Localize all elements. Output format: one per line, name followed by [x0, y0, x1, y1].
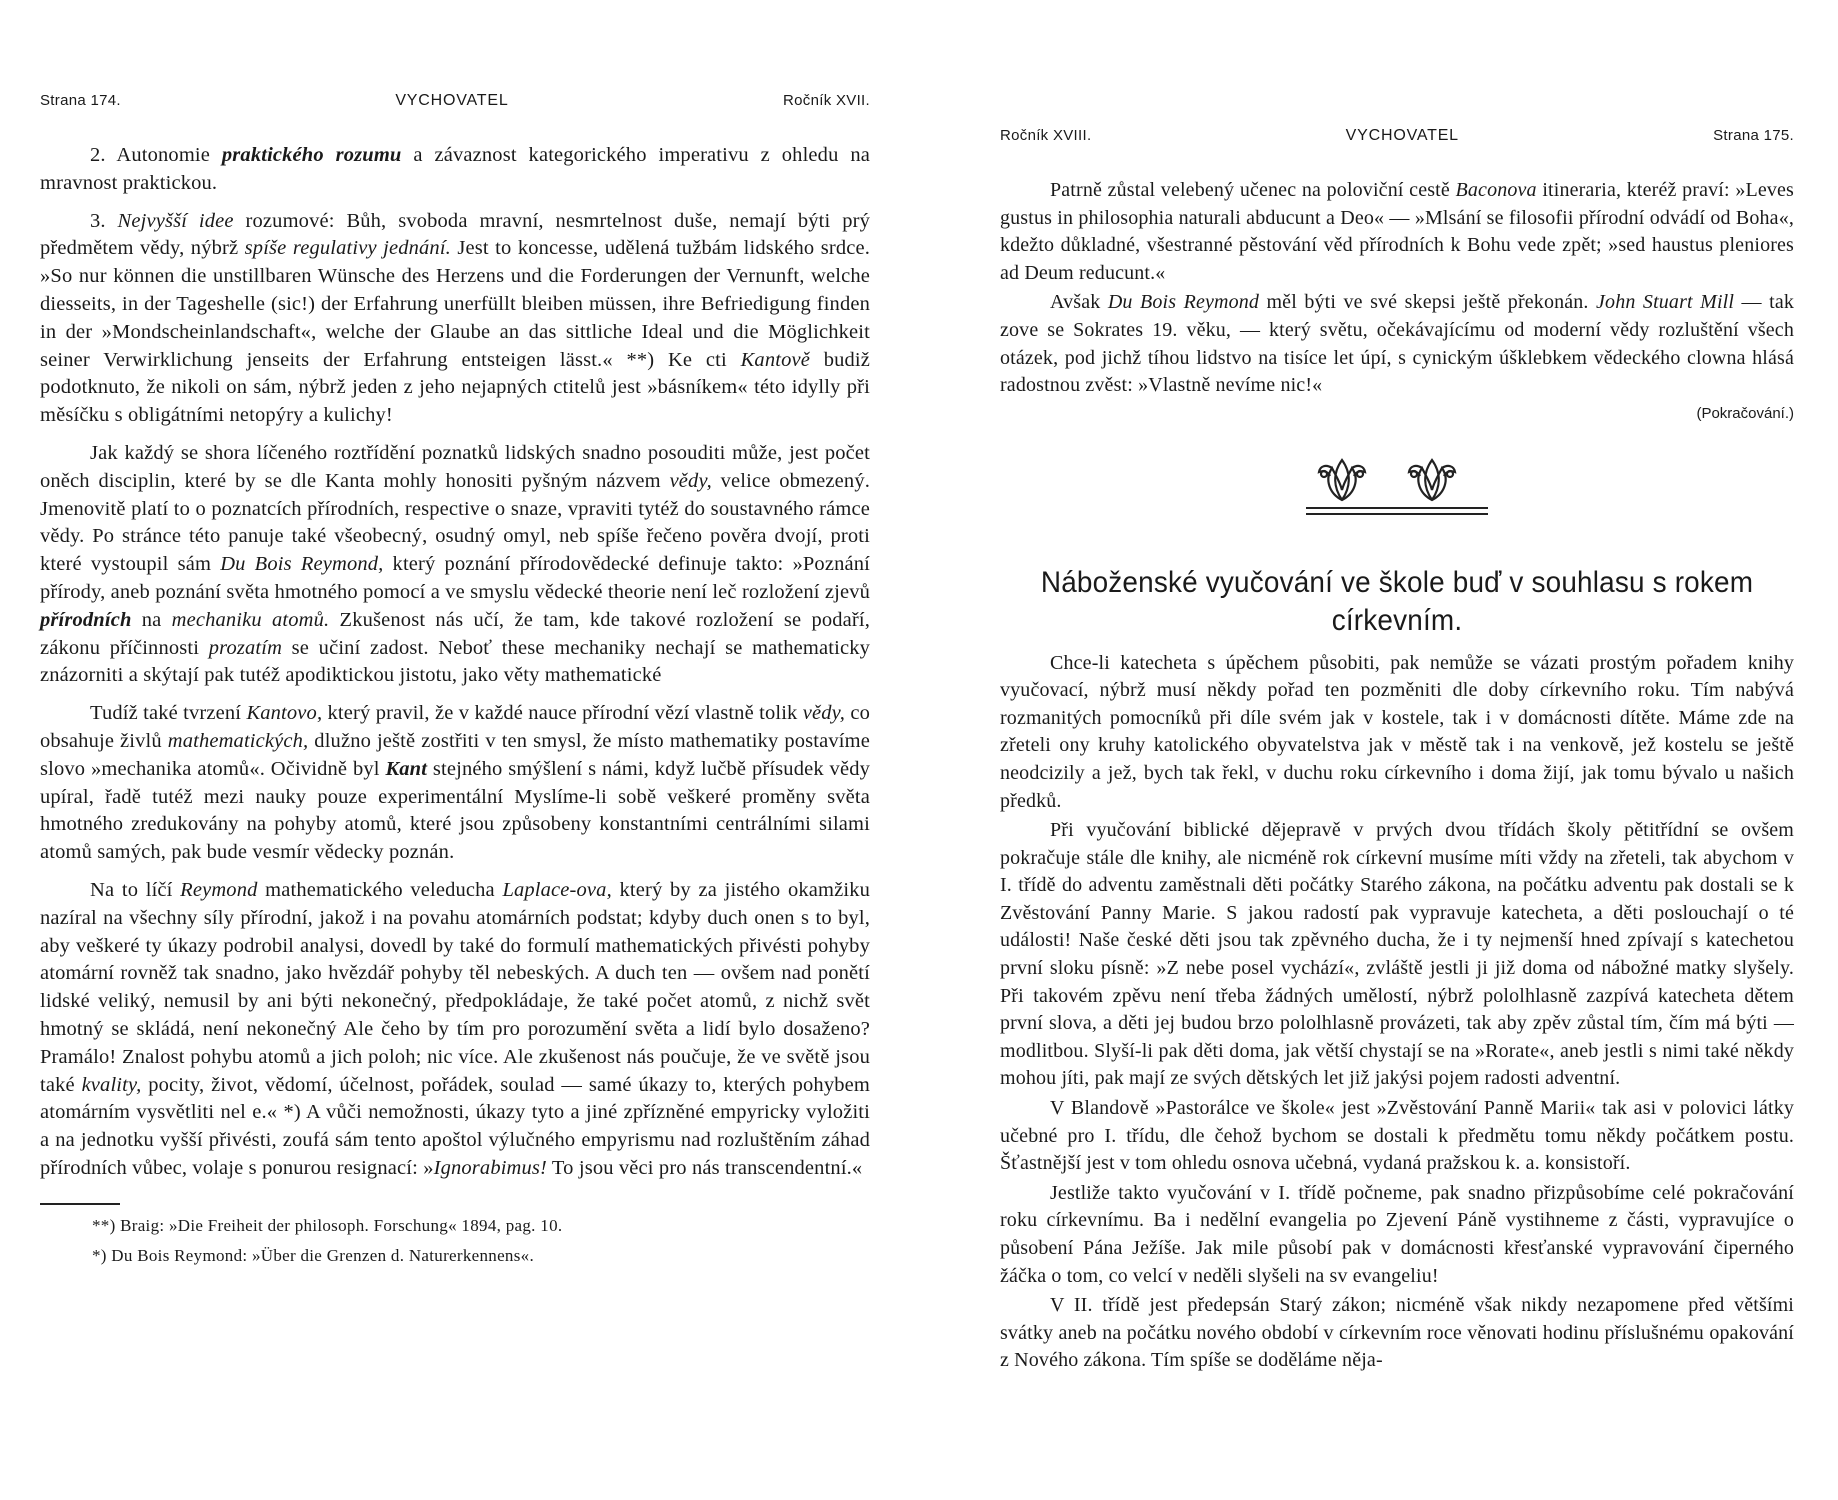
emphasized-text: mechaniku atomů.: [171, 608, 330, 631]
text-run: se učiní zadost. Neboť these mechaniky nechají se mathematicky znázorniti a skýtají pak tutéž apodiktickou jistotu, jako věty mathematické: [40, 636, 871, 687]
emphasized-text: Du Bois Reymond: [1107, 291, 1260, 314]
footnote-rule: [40, 1203, 120, 1205]
text-run: Jak každý se shora líčeného roztřídění poznatků lidských snadno posouditi může, jest počet oněch disciplin, které by se dle Kanta mohly honositi pyšným názvem: [40, 441, 870, 492]
journal-title: VYCHOVATEL: [395, 92, 509, 109]
text-run: budiž podotknuto, že nikoli on sám, nýbrž jeden z jeho nejapných ctitelů jest »básníkem« této idylly při měsíčku s obligátními netopýry a kulichy!: [40, 348, 870, 427]
text-run: Patrně zůstal velebený učenec na poloviční cestě: [1050, 179, 1456, 201]
text-run: rozumové: Bůh, svoboda mravní, nesmrtelnost duše, nemají býti prý předmětem vědy, nýbrž: [40, 209, 870, 260]
text-run: co obsahuje živlů: [40, 702, 870, 752]
right-text-column: [1000, 177, 1794, 1375]
paragraph: V II. třídě jest předepsán Starý zákon; nicméně však nikdy nezapomene před většími svátky aneb na počátku nového období v církevním roce věnovati hodinu příslušnému opakování z Nového zákona. Tím spíše se dodělámе něja-: [1000, 1294, 1794, 1372]
continuation-mark: (Pokračování.): [1696, 404, 1794, 422]
text-run: velice obmezený. Jmenovitě platí to o poznatcích přírodních, respective o snaze, vpraviti tytéž do soustavného rámce vědy. Po stránce této panuje také všeobecný, osudný omyl, neb spíše řečeno pověra dvojí, proti které vystoupil sám: [40, 469, 870, 576]
emphasized-text: Baconova: [1455, 179, 1537, 201]
text-run: na: [131, 608, 172, 631]
emphasized-text: Kantovo,: [246, 702, 323, 725]
emphasized-text: Nejvyšší idee: [117, 209, 234, 232]
text-run: pocity, život, vědomí, účelnost, pořádek, soulad — samé úkazy to, kterých pohybem atomárním vysvětliti nel e.« *) A vůči nemožnosti, úkazy tyto a jiné zpřízněné empyricky vyložiti a na jednotku vyšší přivésti, zoufá sám tento apoštol výlučného empyrismu nad rozluštěním záhad přírodních vůbec, volaje s ponurou resignací: »: [40, 1073, 870, 1179]
emphasized-text: spíše regulativy jednání.: [244, 237, 451, 260]
emphasized-text: Ignorabimus!: [433, 1156, 548, 1179]
emphasized-text: Laplace-ova,: [502, 878, 612, 901]
emphasized-text: přírodních: [40, 608, 132, 631]
emphasized-text: Kantově: [740, 348, 810, 371]
continuation-mark-row: [1000, 400, 1794, 428]
page-number: Strana 174.: [40, 92, 121, 109]
footnote: *) Du Bois Reymond: »Über die Grenzen d. Naturerkennens«.: [92, 1245, 534, 1265]
text-run: a závaznost kategorického imperativu z ohledu na mravnost praktickou.: [40, 144, 871, 194]
paragraph: [40, 877, 870, 1183]
emphasized-text: John Stuart Mill: [1596, 291, 1735, 314]
article-title: Náboženské vyučování ve škole buď v souhlasu s rokem církevním.: [1040, 565, 1754, 637]
volume-label: Ročník XVII.: [783, 92, 870, 109]
paragraph: Jestliže takto vyučování v I. třídě počneme, pak snadno přizpůsobíme celé pokračování roku církevnímu. Ba i nedělní evangelia po Zjevení Páně vystihneme z části, vypravujíce o působení Pána Ježíše. Jak mile působí pak v domácnosti křesťanské vypravování čiperného žáčka o tom, co velcí v neděli slyšeli na sv evangeliu!: [1000, 1181, 1794, 1287]
text-run: Na to líčí: [90, 878, 181, 901]
page-number: Strana 175.: [1713, 127, 1794, 144]
text-run: který by za jistého okamžiku nazíral na všechny síly přírodní, jakož i na povahu atomárních podstat; kdyby duch onen s to byl, aby veškeré ty úkazy podrobil analysi, dovedl by také do formulí mathematických přivésti pohyby atomární rovněž tak snadno, jako hvězdář pohyby těl nebeských. A duch ten — ovšem nad ponětí lidské veliký, nemusil by ani býti nekonečný, předpokládaje, že také počet atomů, z nichž svět hmotný se skládá, není nekonečný Ale čeho by tím pro porozumění světa a lidí bylo dosaženo? Pramálo! Znalost pohybu atomů a jich poloh; nic více. Ale zkušenost nás poučuje, že ve světě jsou také: [40, 878, 871, 1096]
emphasized-text: praktického rozumu: [221, 144, 402, 166]
paragraph: [40, 142, 870, 198]
paragraph: [40, 440, 870, 690]
paragraph: Chce-li katecheta s úpěchem působiti, pak nemůže se vázati prostým pořadem knihy vyučovací, nýbrž musí někdy pořad ten pozměniti dle doby církevního roku. Tím nabývá rozmanitých pomocníků při díle svém jak v kostele, tak i v domácnosti dítěte. Máme zde na zřeteli ony kruhy katolického obyvatelstva jak v městě tak i na venkově, jež kostelu se ještě neodcizily a jež, bych tak řekl, v duchu roku církevního i doma žijí, jak tomu bývalo u našich předků.: [1000, 651, 1794, 812]
text-run: Tudíž také tvrzení: [90, 702, 247, 725]
running-head-right: [1000, 127, 1794, 145]
emphasized-text: kvality,: [81, 1073, 142, 1096]
paragraph: Při vyučování biblické dějepravě v prvých dvou třídách školy pětitřídní se ovšem pokračuje stále dle knihy, ale nicméně rok církevní musíme míti vždy na zřeteli, tak abychom v I. třídě do adventu zaměstnali děti počátky Starého zákona, na počátku adventu pak dostali se k Zvěstování Panny Marie. S jakou radostí pak vypravuje katecheta, a děti poslouchají o té události! Naše české děti jsou tak zpěvného ducha, že i ty nejmenší hned zpívají s katechetou první sloku písně: »Z nebe posel vychází«, zvláště jestli ji již doma od nábožné matky slyšely. Při takovém zpěvu není třeba žádných umělostí, nýbrž pololhlasně zazpívá katecheta dětem první slova, a děti jej budou brzo pololhlasně provázeti, tak aby zpěv zůstal tím, čím má býti — modlitbou. Slyší-li pak děti doma, jak větší chystají se na »Rorate«, aneb jestli s nimi také někdy mohou jíti, pak mají ze svých dětských let již jakýsi pojem radosti adventní.: [1000, 819, 1794, 1090]
emphasized-text: Kant: [385, 757, 428, 780]
text-run: To jsou věci pro nás transcendentní.«: [547, 1156, 863, 1179]
paragraph: [40, 208, 870, 430]
text-run: stejného smýšlení s námi, když lučbě přísudek vědy upíral, řadě tutéž mezi nauky pouze experimentální Myslíme-li sobě veškeré proměny světa hmotného zredukovány na pohyby atomů, které jsou způsobeny konstantními centrálními silami atomů samých, pak bude vesmír vědecky poznán.: [40, 757, 871, 864]
emphasized-text: mathematických,: [167, 729, 309, 752]
paragraph: [1000, 289, 1794, 399]
text-run: měl býti ve své skepsi ještě překonán.: [1259, 291, 1597, 314]
left-text-column: [40, 142, 870, 1273]
text-run: Zkušenost nás učí, že tam, kde takové rozložení se podaří, zákonu příčinnosti: [40, 608, 870, 659]
text-run: Avšak: [1050, 291, 1108, 314]
emphasized-text: vědy,: [802, 702, 846, 725]
text-run: — tak zove se Sokrates 19. věku, — který světu, očekávajícímu od moderní vědy rozluštění všech otázek, pod jichž tíhou lidstvo na tisíce let úpí, s cynickým úšklebkem vědeckého clowna hlásá radostnou zvěst: »Vlastně nevíme nic!«: [1000, 291, 1794, 397]
twin-flower-ornament-icon: [1302, 450, 1492, 520]
running-head-left: [40, 92, 870, 110]
left-body: [40, 142, 870, 1183]
footnote: **) Braig: »Die Freiheit der philosoph. Forschung« 1894, pag. 10.: [92, 1215, 563, 1235]
paragraph: [40, 700, 870, 867]
text-run: 2. Autonomie: [90, 144, 222, 166]
text-run: 3.: [90, 209, 118, 232]
journal-title: VYCHOVATEL: [1345, 127, 1459, 144]
volume-label: Ročník XVIII.: [1000, 127, 1092, 144]
text-run: itineraria, kteréž praví: »Leves gustus in philosophia naturali abducunt a Deo« — »Mlsání se filosofii přírodní odvádí od Boha«, kdežto důkladné, všestranné pěstování věd přírodních k Bohu vede zpět; »sed haustus pleniores ad Deum reducunt.«: [1000, 179, 1794, 284]
text-run: který pravil, že v každé nauce přírodní vězí vlastně tolik: [322, 702, 803, 725]
paragraph: V Blandově »Pastorálce ve škole« jest »Zvěstování Panně Marii« tak asi v polovici látky učebné pro I. třídu, dle čehož bychom se dostali k předmětu tomu někdy počátkem postu. Šťastnější jest v tom ohledu osnova učebná, vydaná pražskou k. a. konsistoří.: [1000, 1097, 1794, 1175]
emphasized-text: prozatím: [208, 636, 283, 659]
paragraph: [1000, 177, 1794, 287]
article-body: [1000, 650, 1794, 1375]
continuation-body: [1000, 177, 1794, 400]
text-run: mathematického veleducha: [257, 878, 503, 901]
text-run: dlužno ještě zostřiti v ten smysl, že místo mathematiky postavíme slovo »mechanika atomů«. Očividně byl: [40, 729, 870, 780]
emphasized-text: vědy,: [669, 469, 712, 492]
text-run: Jest to koncesse, udělená tužbám lidského srdce. »So nur können die unstillbaren Wünsche des Herzens und die Forderungen der Vernunft, welche diesseits, in der Tageshelle (sic!) der Erfahrung unerfüllt bleiben müssen, ihre Befriedigung finden in der »Mondscheinlandschaft«, welche der Glaube an das sittliche Ideal und die Möglichkeit seiner Verwirklichung jenseits der Erfahrung entsteigen lässt.« **) Ke cti: [40, 237, 871, 371]
text-run: který poznání přírodovědecké definuje takto: »Poznání přírody, aneb poznání světa hmotného pomocí a ve smyslu vědecké theorie není leč rozložení zjevů: [40, 553, 870, 603]
emphasized-text: Reymond: [180, 878, 258, 901]
emphasized-text: Du Bois Reymond,: [220, 553, 384, 576]
